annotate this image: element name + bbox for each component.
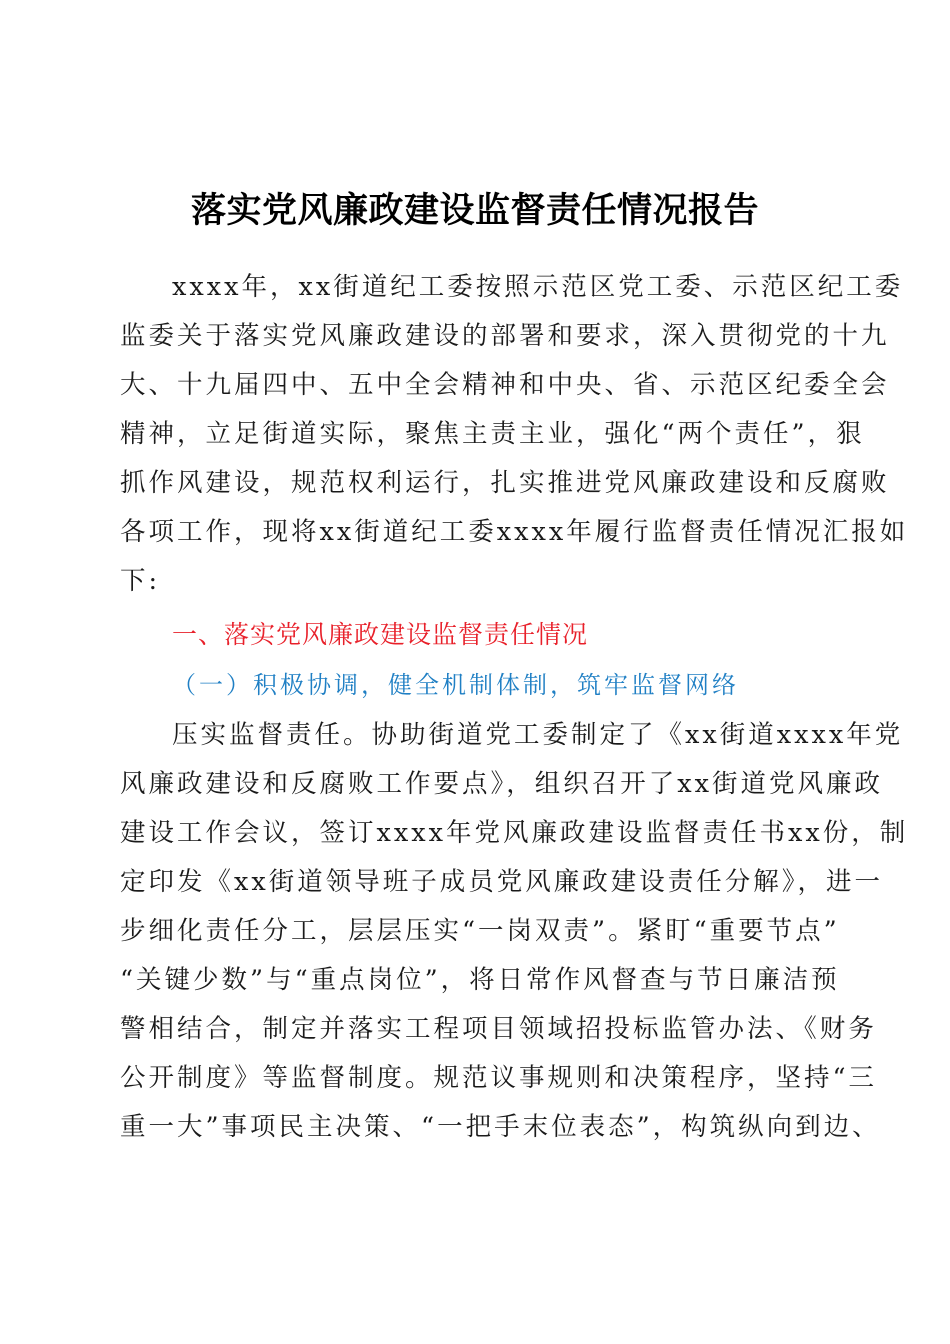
body-paragraph — [120, 711, 909, 1152]
paragraph-line: 步细化责任分工，层层压实“一岗双责”。紧盯“重要节点” — [120, 916, 840, 946]
document-title: 落实党风廉政建设监督责任情况报告 — [190, 190, 759, 231]
paragraph-line: 风廉政建设和反腐败工作要点》，组织召开了xx街道党风廉政 — [120, 769, 884, 799]
paragraph-line: 重一大”事项民主决策、“一把手末位表态”，构筑纵向到边、 — [120, 1112, 881, 1142]
paragraph-line: 下: — [120, 566, 161, 596]
paragraph-line: 大、十九届四中、五中全会精神和中央、省、示范区纪委全会 — [120, 370, 890, 400]
paragraph-line: “关键少数”与“重点岗位”，将日常作风督查与节日廉洁预 — [120, 965, 840, 995]
paragraph-line: xxxx年，xx街道纪工委按照示范区党工委、示范区纪工委 — [172, 272, 904, 302]
paragraph-line: 警相结合，制定并落实工程项目领域招投标监管办法、《财务 — [120, 1014, 877, 1044]
paragraph-line: 压实监督责任。协助街道党工委制定了《xx街道xxxx年党 — [172, 720, 904, 750]
paragraph-line: 监委关于落实党风廉政建设的部署和要求，深入贯彻党的十九 — [120, 321, 890, 351]
section-heading: 一、落实党风廉政建设监督责任情况 — [172, 620, 589, 649]
subsection-heading: （一）积极协调，健全机制体制，筑牢监督网络 — [172, 671, 739, 699]
paragraph-line: 抓作风建设，规范权利运行，扎实推进党风廉政建设和反腐败 — [120, 468, 890, 498]
paragraph-line: 精神，立足街道实际，聚焦主责主业，强化“两个责任”，狠 — [120, 419, 865, 449]
paragraph-line: 各项工作，现将xx街道纪工委xxxx年履行监督责任情况汇报如 — [120, 517, 909, 547]
paragraph-line: 建设工作会议，签订xxxx年党风廉政建设监督责任书xx份，制 — [120, 818, 909, 848]
paragraph-line: 定印发《xx街道领导班子成员党风廉政建设责任分解》，进一 — [120, 867, 884, 897]
paragraph-line: 公开制度》等监督制度。规范议事规则和决策程序，坚持“三 — [120, 1063, 878, 1093]
intro-paragraph — [120, 263, 909, 606]
